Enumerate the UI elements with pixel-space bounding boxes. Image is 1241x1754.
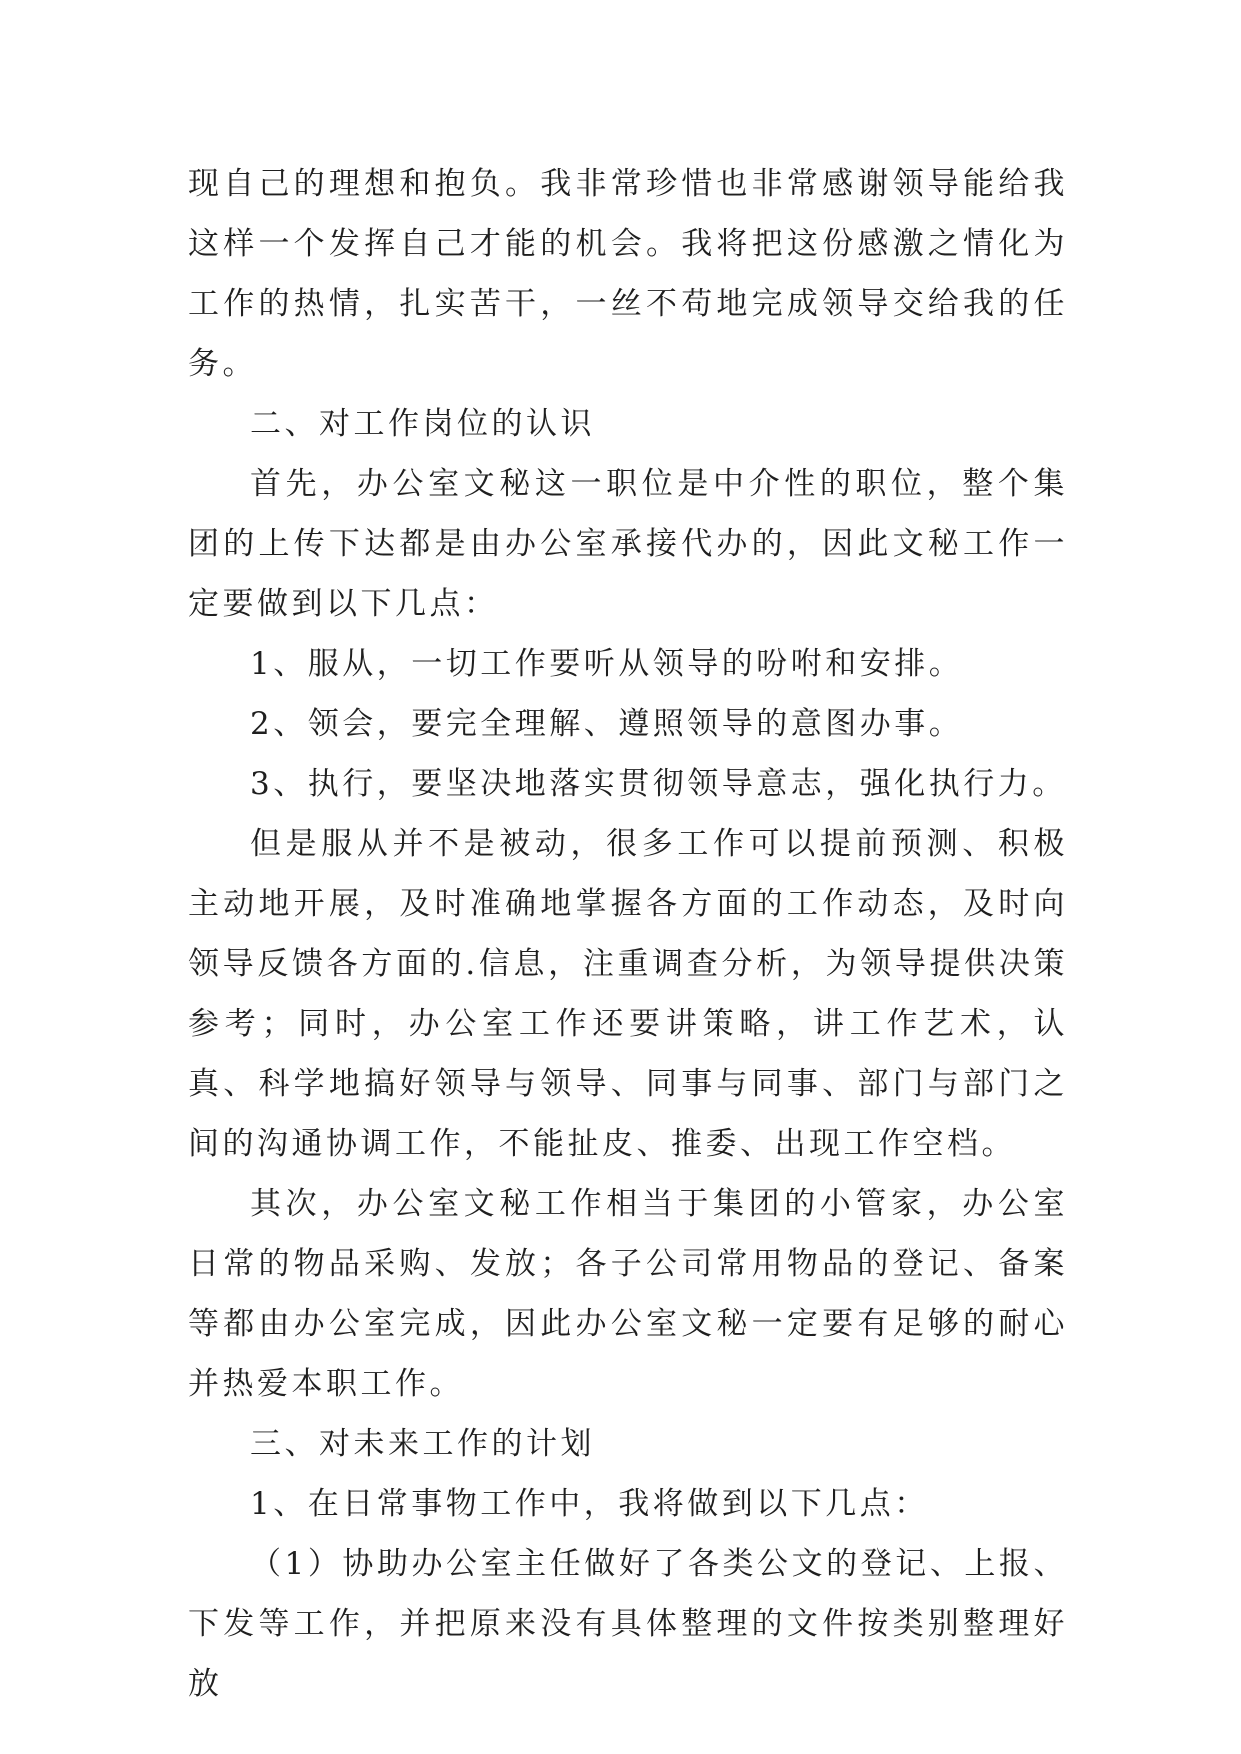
paragraph-plan-item-1: （1）协助办公室主任做好了各类公文的登记、上报、下发等工作，并把原来没有具体整理的文件按类别整理好放 [188,1546,1068,1702]
paragraph-continuation: 现自己的理想和抱负。我非常珍惜也非常感谢领导能给我这样一个发挥自己才能的机会。我将把这份感激之情化为工作的热情，扎实苦干，一丝不苟地完成领导交给我的任务。 [188,166,1068,382]
document-body [188,154,1068,1714]
paragraph-proactive: 但是服从并不是被动，很多工作可以提前预测、积极主动地开展，及时准确地掌握各方面的工作动态，及时向领导反馈各方面的.信息，注重调查分析，为领导提供决策参考；同时，办公室工作还要讲策略，讲工作艺术，认真、科学地搞好领导与领导、同事与同事、部门与部门之间的沟通协调工作，不能扯皮、推委、出现工作空档。 [188,826,1068,1162]
paragraph-plan-daily: 1、在日常事物工作中，我将做到以下几点： [250,1486,929,1522]
list-item-obey: 1、服从，一切工作要听从领导的吩咐和安排。 [250,646,964,682]
section-heading-job-understanding: 二、对工作岗位的认识 [250,406,595,442]
list-item-understand: 2、领会，要完全理解、遵照领导的意图办事。 [250,706,964,742]
paragraph-first-point: 首先，办公室文秘这一职位是中介性的职位，整个集团的上传下达都是由办公室承接代办的，因此文秘工作一定要做到以下几点： [188,466,1068,622]
paragraph-second-point: 其次，办公室文秘工作相当于集团的小管家，办公室日常的物品采购、发放；各子公司常用物品的登记、备案等都由办公室完成，因此办公室文秘一定要有足够的耐心并热爱本职工作。 [188,1186,1068,1402]
list-item-execute: 3、执行，要坚决地落实贯彻领导意志，强化执行力。 [250,766,1067,802]
section-heading-future-plan: 三、对未来工作的计划 [250,1426,595,1462]
